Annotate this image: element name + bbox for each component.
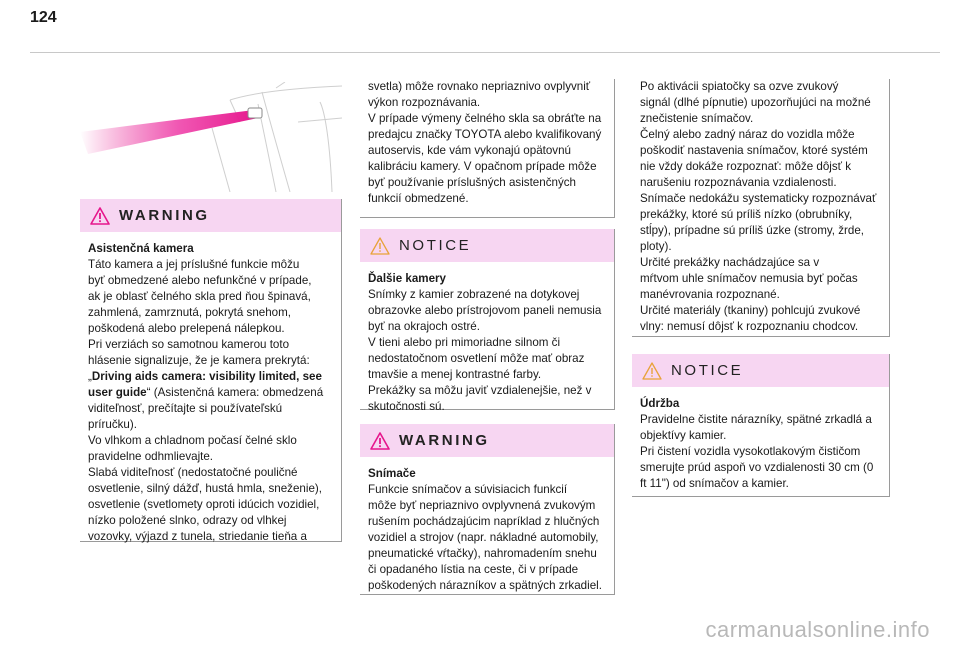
text-line: nedostatočnom osvetlení môže mať obraz	[368, 352, 585, 365]
warning-continuation	[360, 79, 615, 218]
quote-bold-1: Driving aids camera: visibility limited, see	[91, 370, 322, 383]
text-line: Táto kamera a jej príslušné funkcie môžu	[88, 258, 300, 271]
text-line: Snímače nedokážu systematicky rozpoznávať	[640, 192, 877, 205]
notice-box-cameras	[360, 229, 615, 413]
quote-open: „	[88, 370, 92, 383]
notice-header	[360, 229, 614, 262]
text-line: príručku).	[88, 418, 137, 431]
top-rule	[30, 52, 940, 53]
warning-header	[360, 424, 614, 457]
text-line: nie vždy dokáže rozpoznať: môže dôjsť k	[640, 160, 852, 173]
text-line: nízko položené slnko, odrazy od vlhkej	[88, 514, 287, 527]
page-number: 124	[30, 9, 57, 26]
text-line: pravidelne odhmlievajte.	[88, 450, 214, 463]
text-line: kalibráciu kamery. V opačnom prípade môže	[368, 160, 597, 173]
text-line: hlásenie signalizuje, že je kamera prekrytá:	[88, 354, 310, 367]
warning-box-camera	[80, 199, 342, 542]
text-line: viditeľnosť, prečítajte si používateľskú	[88, 402, 283, 415]
notice-header	[632, 354, 889, 387]
text-line: predajcu značky TOYOTA alebo kvalifikovaný	[368, 128, 602, 141]
text-line: Funkcie snímačov a súvisiacich funkcií	[368, 483, 568, 496]
text-line: Vo vlhkom a chladnom počasí čelné sklo	[88, 434, 297, 447]
text-line: V tieni alebo pri mimoriadne silnom či	[368, 336, 561, 349]
text-line: ploty).	[640, 240, 672, 253]
text-line: Snímky z kamier zobrazené na dotykovej	[368, 288, 580, 301]
text-line: ft 11") od snímačov a kamier.	[640, 477, 789, 490]
text-line: vozidiel a strojov (napr. nákladné automobily,	[368, 531, 599, 544]
text-line: autoservis, kde vám vykonajú opätovnú	[368, 144, 572, 157]
text-line: smerujte prúd aspoň vo vzdialenosti 30 cm (0	[640, 461, 874, 474]
text-line: môže byť nepriaznivo ovplyvnená zvukovým	[368, 499, 596, 512]
text-line: Prekážky sa môžu javiť vzdialenejšie, než v	[368, 384, 592, 397]
quote-line-1	[88, 369, 333, 385]
text-line: Čelný alebo zadný náraz do vozidla môže	[640, 128, 855, 141]
text-line: Po aktivácii spiatočky sa ozve zvukový	[640, 80, 839, 93]
watermark: carmanualsonline.info	[705, 617, 930, 642]
camera-icon	[248, 108, 262, 118]
warning-heading: WARNING	[399, 432, 490, 449]
notice-subtitle: Ďalšie kamery	[368, 272, 446, 285]
text-line: zahmlená, zamrznutá, pokrytá snehom,	[88, 306, 291, 319]
text-line: byť používanie príslušných asistenčných	[368, 176, 576, 189]
text-line: byť na okrajoch ostré.	[368, 320, 480, 333]
text-line: vozovky, výjazd z tunela, striedanie tieňa a	[88, 530, 307, 543]
warning-box-sensors	[360, 424, 615, 595]
warning-triangle-icon	[90, 207, 110, 225]
warning-body	[360, 457, 614, 594]
notice-triangle-icon	[642, 362, 662, 380]
text-line: manévrovania rozpoznané.	[640, 288, 780, 301]
text-line: poškodená alebo prelepená nálepkou.	[88, 322, 285, 335]
text-line: objektívy kamier.	[640, 429, 727, 442]
text-line: mŕtvom uhle snímačov nemusia byť počas	[640, 272, 858, 285]
text-line: Pri čistení vozidla vysokotlakovým čističom	[640, 445, 861, 458]
text-line: stĺpy), prípadne sú príliš úzke (stromy, žrde,	[640, 224, 865, 237]
text-line: vlny: nemusí dôjsť k rozpoznaniu chodcov.	[640, 320, 859, 333]
warning-triangle-icon	[370, 432, 390, 450]
notice-heading: NOTICE	[399, 237, 472, 254]
warning-header	[80, 199, 341, 232]
text-line: poškodiť nastavenia snímačov, ktoré systém	[640, 144, 868, 157]
text-line: svetla) môže rovnako nepriaznivo ovplyvniť	[368, 80, 591, 93]
warning-continuation	[632, 79, 890, 337]
text-line: prekážky, ktoré sú príliš nízko (obrubníky,	[640, 208, 853, 221]
text-line: funkcií obmedzené.	[368, 192, 469, 205]
text-line: Určité prekážky nachádzajúce sa v	[640, 256, 820, 269]
text-line: signál (dlhé pípnutie) upozorňujúci na možné	[640, 96, 871, 109]
text-line: byť obmedzené alebo nefunkčné v prípade,	[88, 274, 312, 287]
text-line: narušeniu rozpoznávania vzdialenosti.	[640, 176, 837, 189]
notice-heading: NOTICE	[671, 362, 744, 379]
quote-rest: “ (Asistenčná kamera: obmedzená	[146, 386, 324, 399]
text-line: ak je oblasť čelného skla pred ňou špinavá,	[88, 290, 311, 303]
text-line: obrazovke alebo prístrojovom paneli nemusia	[368, 304, 602, 317]
notice-triangle-icon	[370, 237, 390, 255]
windshield-camera-illustration	[80, 82, 342, 192]
text-line: poškodených nárazníkov a spätných zrkadiel.	[368, 579, 602, 592]
text-line: Určité materiály (tkaniny) pohlcujú zvukové	[640, 304, 861, 317]
camera-beam	[80, 110, 258, 154]
text-line: či opadaného lístia na ceste, či v prípade	[368, 563, 579, 576]
quote-bold-2: user guide	[88, 386, 147, 399]
notice-body	[360, 262, 614, 415]
notice-box-maintenance	[632, 354, 890, 497]
text-line: osvetlenie, silný dážď, hustá hmla, sneženie),	[88, 482, 322, 495]
text-line: znečistenie snímačov.	[640, 112, 754, 125]
text-line: pneumatické vŕtačky), nahromadením snehu	[368, 547, 597, 560]
quote-line-2	[88, 385, 333, 401]
text-line: výkon rozpoznávania.	[368, 96, 481, 109]
text-line: tmavšie a menej kontrastné farby.	[368, 368, 542, 381]
text-line: skutočnosti sú.	[368, 400, 445, 413]
notice-subtitle: Údržba	[640, 397, 680, 410]
warning-heading: WARNING	[119, 207, 210, 224]
text-line: Slabá viditeľnosť (nedostatočné pouličné	[88, 466, 298, 479]
text-line: V prípade výmeny čelného skla sa obráťte na	[368, 112, 602, 125]
warning-subtitle: Snímače	[368, 467, 416, 480]
notice-body	[632, 387, 889, 492]
warning-body	[80, 232, 341, 545]
text-line: Pravidelne čistite nárazníky, spätné zrkadlá a	[640, 413, 872, 426]
text-line: osvetlenie (svetlomety oproti idúcich vozidiel,	[88, 498, 320, 511]
warning-subtitle: Asistenčná kamera	[88, 242, 194, 255]
text-line: rušením pochádzajúcim napríklad z hlučných	[368, 515, 600, 528]
text-line: Pri verziách so samotnou kamerou toto	[88, 338, 290, 351]
